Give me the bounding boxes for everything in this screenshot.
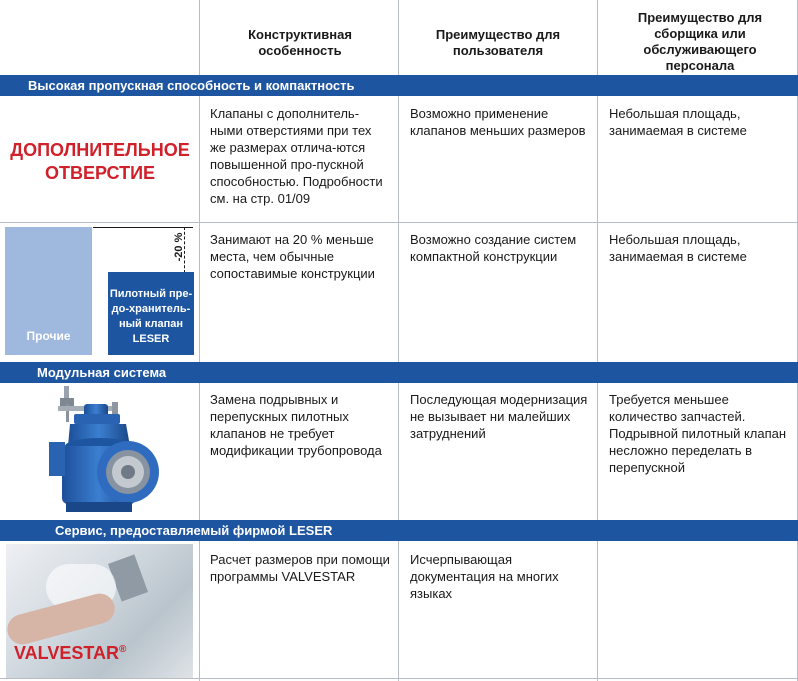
section-band-modular [0,362,798,383]
valvestar-brand [14,643,126,664]
row4-user-benefit: Исчерпывающая документация на многих языках [410,552,559,601]
row3-user-benefit: Последующая модернизация не вызывает ни малейших затруднений [410,392,588,441]
registered-mark: ® [119,644,127,655]
pilot-valve-image [0,384,199,516]
row3-service-benefit: Требуется меньшее количество запчастей. Подрывной пилотный клапан несложно переделать в перепускной [609,392,787,475]
difference-label: -20 % [173,232,185,262]
header-feature: Конструктивная особенность [248,27,352,58]
row2-feature: Занимают на 20 % меньше места, чем обычные сопоставимые конструкции [210,232,375,281]
size-comparison-chart [0,223,199,357]
section-title-capacity: Высокая пропускная способность и компактность [28,78,355,93]
row3-feature: Замена подрывных и перепускных пилотных клапанов не требует модификации трубопровода [210,392,382,458]
valvestar-brand-text: VALVESTAR [14,643,120,663]
header-service-benefit: Преимущество для сборщика или обслуживающего персонала [637,10,763,73]
section-title-service: Сервис, предоставляемый фирмой LESER [55,523,333,538]
row1-service-benefit: Небольшая площадь, занимаемая в системе [609,106,747,138]
row1-user-benefit: Возможно применение клапанов меньших размеров [410,106,586,138]
row4-feature: Расчет размеров при помощи программы VALVESTAR [210,552,390,584]
header-user-benefit: Преимущество для пользователя [435,27,561,58]
row2-user-benefit: Возможно создание систем компактной конструкции [410,232,577,264]
section-title-modular: Модульная система [37,365,167,380]
section-band-capacity [0,75,798,96]
bar-other-label: Прочие [26,329,71,343]
row1-feature: Клапаны с дополнитель-ными отверстиями при тех же размерах отлича-ются повышенной про-пускной способностью. Подробности см. на стр. 01/09 [210,106,383,206]
software-photo [6,544,193,678]
row2-service-benefit: Небольшая площадь, занимаемая в системе [609,232,747,264]
section-band-service [0,520,798,541]
extra-orifice-label: ДОПОЛНИТЕЛЬНОЕ ОТВЕРСТИЕ [10,140,190,183]
bar-leser-label: Пилотный пре-до-хранитель-ный клапан LESER [109,288,193,345]
